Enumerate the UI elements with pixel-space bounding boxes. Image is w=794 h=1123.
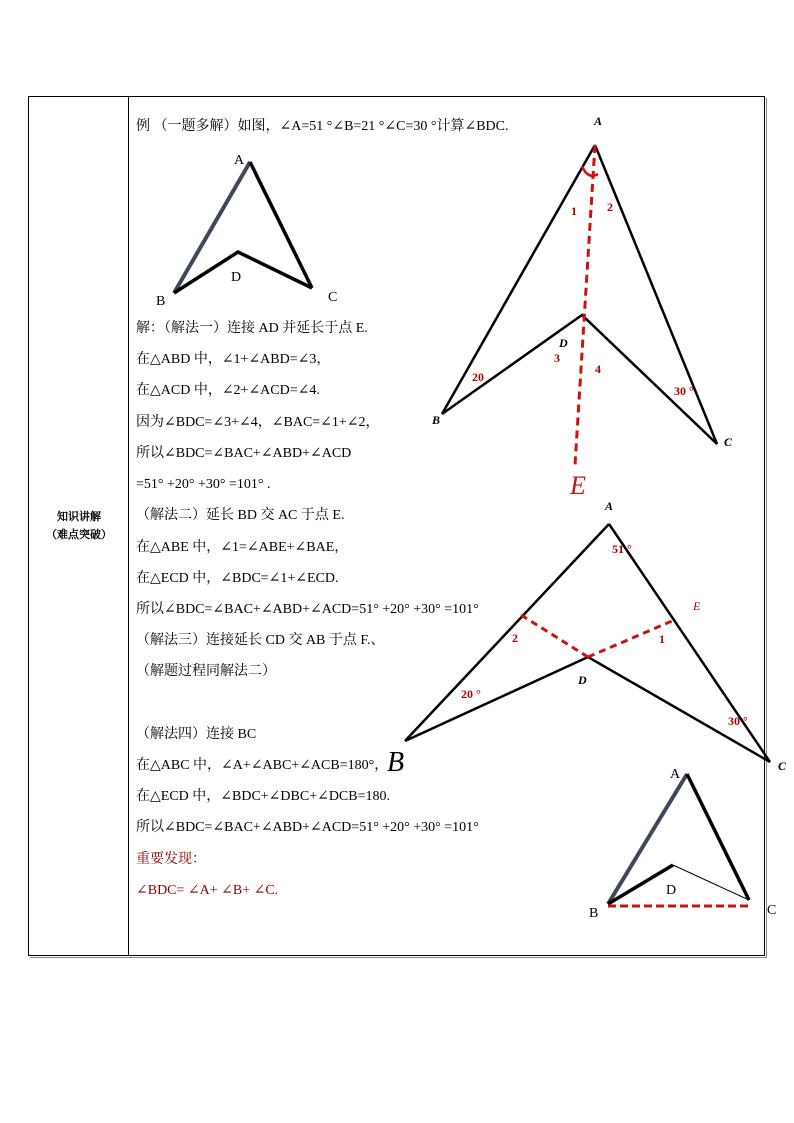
fig3-label-e: E	[693, 599, 701, 613]
fig3-angle-1: 1	[659, 632, 665, 646]
solution-line: 解：（解法一）连接 AD 并延长于点 E.	[136, 321, 368, 336]
fig3-extension-df	[521, 615, 588, 657]
fig4-label-b: B	[589, 906, 599, 921]
solution-line: 在△ACD 中，∠2+∠ACD=∠4.	[136, 383, 320, 398]
fig1-side-ac	[250, 162, 312, 288]
solution-line: 所以∠BDC=∠BAC+∠ABD+∠ACD	[136, 446, 352, 461]
fig3-side-ab	[405, 524, 609, 741]
fig3-angle-51: 51 °	[612, 542, 632, 556]
fig4-side-dc	[673, 865, 749, 900]
fig3-label-d: D	[578, 673, 587, 687]
fig2-label-a: A	[594, 114, 603, 128]
fig3-label-c: C	[778, 759, 787, 773]
figure-1	[156, 153, 337, 309]
key-finding-heading: 重要发现：	[136, 852, 206, 867]
fig2-label-e: E	[570, 471, 586, 500]
fig2-angle-3: 3	[554, 351, 560, 365]
fig2-angle-1: 1	[571, 204, 577, 218]
fig2-side-ab	[442, 145, 595, 414]
solution-line: 因为∠BDC=∠3+∠4，∠BAC=∠1+∠2，	[136, 415, 380, 430]
solution-line: （解法二）延长 BD 交 AC 于点 E.	[136, 508, 345, 523]
fig2-angle-arc	[582, 166, 598, 176]
fig1-label-c: C	[328, 290, 338, 305]
fig2-label-c: C	[724, 435, 733, 449]
fig3-angle-20: 20 °	[461, 687, 481, 701]
solution-line: （解法四）连接 BC	[136, 727, 257, 742]
fig3-side-bdc	[405, 657, 770, 762]
solution-line: 在△ABE 中，∠1=∠ABE+∠BAE，	[136, 540, 349, 555]
section-label-subtitle: （难点突破）	[46, 529, 112, 541]
solution-line: 在△ABC 中，∠A+∠ABC+∠ACB=180°，	[136, 758, 389, 773]
fig3-angle-2: 2	[512, 631, 518, 645]
fig4-label-c: C	[767, 903, 777, 918]
solution-line: 所以∠BDC=∠BAC+∠ABD+∠ACD=51° +20° +30° =101°	[136, 602, 479, 617]
fig3-label-a: A	[605, 499, 614, 513]
figure-2	[431, 114, 733, 500]
figure-3	[387, 499, 787, 778]
fig2-label-d: D	[559, 336, 568, 350]
fig2-extension-ae	[575, 145, 595, 465]
fig1-label-d: D	[231, 270, 242, 285]
figure-4	[589, 767, 776, 921]
fig2-angle-30: 30 °	[674, 384, 694, 398]
fig1-label-b: B	[156, 294, 166, 309]
fig2-angle-4: 4	[595, 362, 601, 376]
fig2-side-ac	[595, 145, 717, 444]
solution-line: （解法三）连接延长 CD 交 AB 于点 F.、	[136, 633, 385, 648]
fig3-angle-30: 30 °	[728, 714, 748, 728]
fig1-label-a: A	[234, 153, 245, 168]
fig2-angle-20: 20	[472, 370, 484, 384]
fig2-angle-2: 2	[607, 200, 613, 214]
solution-line: =51° +20° +30° =101° .	[136, 477, 271, 492]
fig4-side-ac	[687, 774, 749, 900]
section-label-title: 知识讲解	[57, 511, 101, 523]
key-finding-formula: ∠BDC= ∠A+ ∠B+ ∠C.	[136, 883, 279, 898]
fig4-label-a: A	[670, 767, 681, 782]
example-line: 例 （一题多解）如图，∠A=51 °∠B=21 °∠C=30 °计算∠BDC.	[136, 119, 509, 134]
solution-line: 在△ECD 中，∠BDC+∠DBC+∠DCB=180.	[136, 789, 391, 804]
fig4-label-d: D	[666, 883, 677, 898]
solution-line: 所以∠BDC=∠BAC+∠ABD+∠ACD=51° +20° +30° =101°	[136, 820, 479, 835]
solution-line: 在△ECD 中，∠BDC=∠1+∠ECD.	[136, 571, 339, 586]
fig3-label-b: B	[387, 747, 405, 778]
fig2-label-b: B	[432, 413, 441, 427]
solution-line: （解题过程同解法二）	[136, 664, 276, 679]
solution-line: 在△ABD 中，∠1+∠ABD=∠3，	[136, 352, 331, 367]
